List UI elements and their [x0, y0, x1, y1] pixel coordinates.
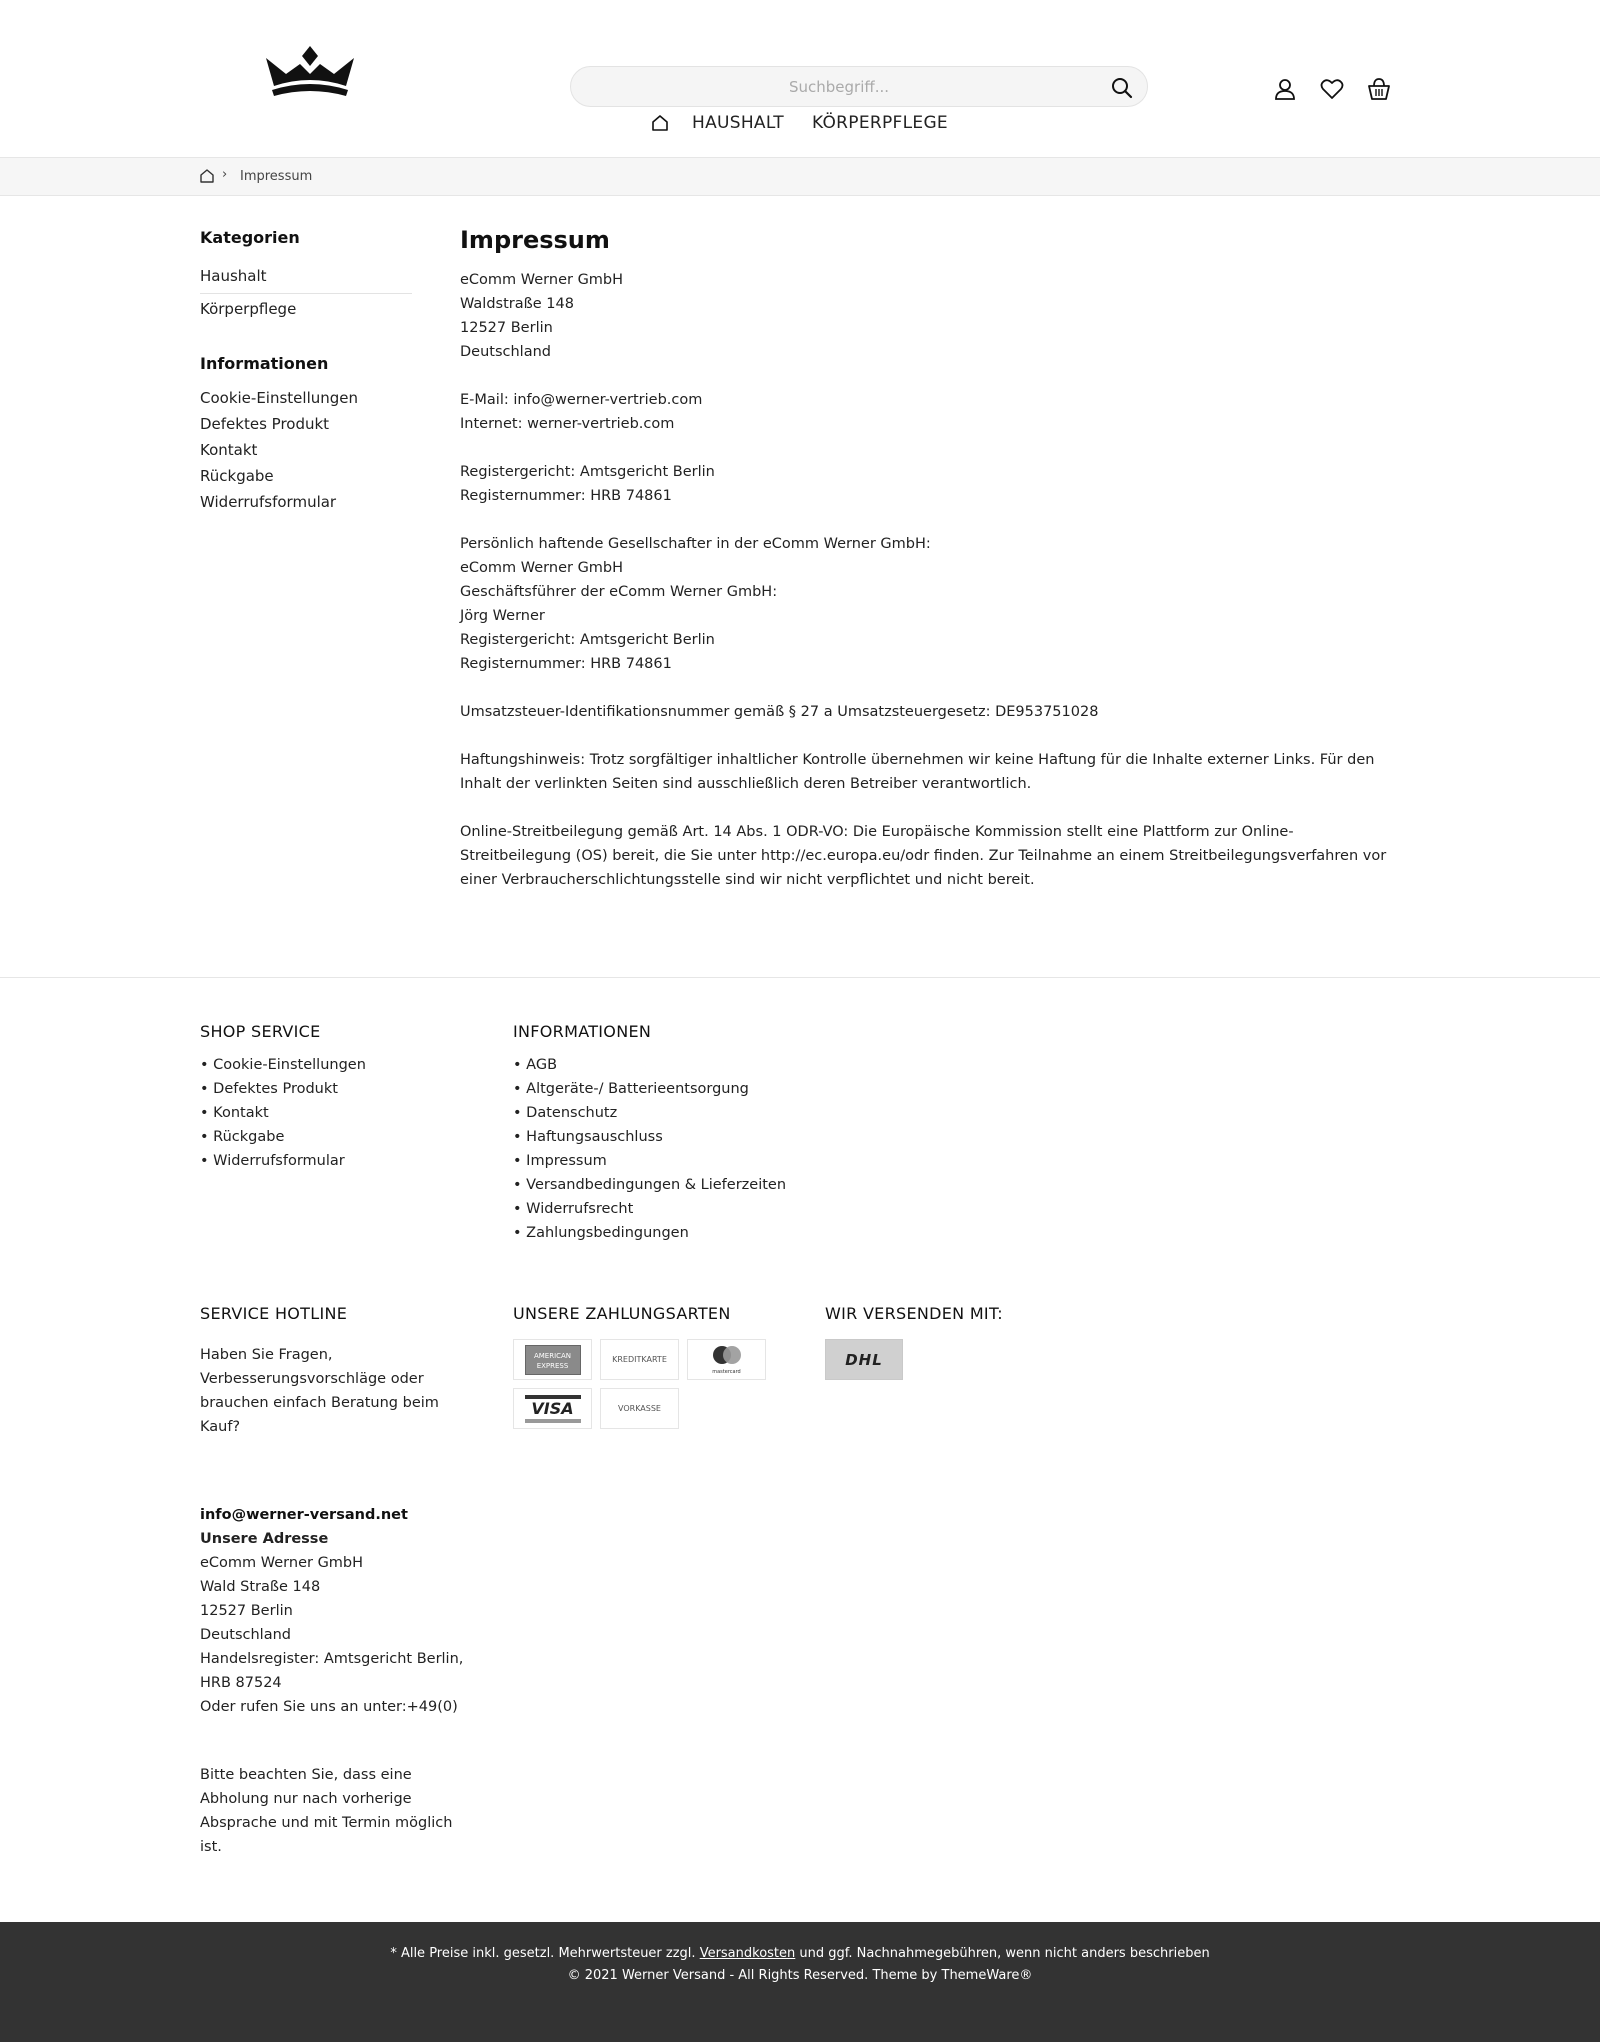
copyright: © 2021 Werner Versand - All Rights Reserved. Theme by ThemeWare®	[567, 1968, 1033, 1983]
footer-link-versand[interactable]: • Versandbedingungen & Lieferzeiten	[513, 1173, 786, 1197]
company-contact	[460, 388, 1400, 436]
price-notice-text: und ggf. Nachnahmegebühren, wenn nicht anders beschrieben	[799, 1946, 1210, 1961]
mastercard-icon	[709, 1345, 745, 1365]
hotline-email[interactable]: info@werner-versand.net	[200, 1507, 408, 1523]
footer-shop-service	[200, 1022, 366, 1173]
address-line: eComm Werner GmbH	[200, 1555, 364, 1571]
crown-logo[interactable]	[262, 44, 358, 98]
address-line: 12527 Berlin	[200, 1603, 293, 1619]
dhl-logo: DHL	[825, 1339, 903, 1380]
partner-line: Persönlich haftende Gesellschafter in der eComm Werner GmbH:	[460, 536, 931, 552]
sidebar-link-defekt[interactable]: Defektes Produkt	[200, 415, 330, 433]
footer-link-kontakt[interactable]: • Kontakt	[200, 1101, 366, 1125]
heart-icon[interactable]	[1319, 76, 1345, 102]
payment-logos	[513, 1339, 773, 1429]
address-line: eComm Werner GmbH	[460, 272, 624, 288]
breadcrumb-home-icon[interactable]	[199, 168, 215, 184]
search-input[interactable]	[571, 67, 1147, 106]
address-line: Deutschland	[460, 344, 551, 360]
footer-link-cookie[interactable]: • Cookie-Einstellungen	[200, 1053, 366, 1077]
vat-id: Umsatzsteuer-Identifikationsnummer gemäß § 27 a Umsatzsteuergesetz: DE953751028	[460, 704, 1099, 720]
partner-line: Registernummer: HRB 74861	[460, 656, 672, 672]
address-line: Oder rufen Sie uns an unter:+49(0)	[200, 1699, 458, 1715]
footer-link-agb[interactable]: • AGB	[513, 1053, 786, 1077]
contact-email: E-Mail: info@werner-vertrieb.com	[460, 392, 703, 408]
breadcrumb-separator: ›	[222, 167, 228, 182]
breadcrumb-current[interactable]: Impressum	[240, 169, 313, 184]
odr-notice: Online-Streitbeilegung gemäß Art. 14 Abs. 1 ODR-VO: Die Europäische Kommission stellt eine Plattform zur Online-Streitbeilegung (OS) bereit, die Sie unter http://ec.europa.eu/odr finden. Zur Teilnahme an einem Streitbeilegungsverfahren vor einer Verbraucherschlichtungsstelle sind wir nicht verpflichtet und nicht bereit.	[460, 824, 1387, 888]
register-line: Registergericht: Amtsgericht Berlin	[460, 464, 715, 480]
shipping-heading: WIR VERSENDEN MIT:	[825, 1304, 1003, 1323]
nav-koerperpflege[interactable]: KÖRPERPFLEGE	[811, 113, 948, 133]
page-title: Impressum	[460, 226, 610, 254]
versandkosten-link[interactable]: Versandkosten	[699, 1946, 796, 1961]
address-line: Handelsregister: Amtsgericht Berlin, HRB 87524	[200, 1651, 464, 1691]
contact-internet: Internet: werner-vertrieb.com	[460, 416, 675, 432]
footer-link-altgeraete[interactable]: • Altgeräte-/ Batterieentsorgung	[513, 1077, 786, 1101]
footer-shipping	[825, 1304, 1003, 1380]
footer-informationen	[513, 1022, 786, 1245]
mastercard-logo: mastercard	[687, 1339, 766, 1380]
footer-hotline	[200, 1304, 465, 1859]
footer-link-rueckgabe[interactable]: • Rückgabe	[200, 1125, 366, 1149]
footer-payment	[513, 1304, 773, 1429]
shop-service-heading: SHOP SERVICE	[200, 1022, 321, 1041]
register-line: Registernummer: HRB 74861	[460, 488, 672, 504]
company-partners	[460, 532, 1400, 676]
price-notice	[0, 1946, 1600, 1961]
informationen-heading: INFORMATIONEN	[513, 1022, 652, 1041]
hotline-contact	[200, 1503, 465, 1719]
main-nav	[650, 110, 976, 136]
footer-link-defekt[interactable]: • Defektes Produkt	[200, 1077, 366, 1101]
kreditkarte-logo: KREDITKARTE	[600, 1339, 679, 1380]
site-header	[0, 0, 1600, 158]
footer-link-zahlung[interactable]: • Zahlungsbedingungen	[513, 1221, 786, 1245]
footer-link-datenschutz[interactable]: • Datenschutz	[513, 1101, 786, 1125]
bottom-bar	[0, 1922, 1600, 2042]
sidebar-link-kontakt[interactable]: Kontakt	[200, 441, 258, 459]
footer-link-haftung[interactable]: • Haftungsauschluss	[513, 1125, 786, 1149]
footer-link-widerrufsformular[interactable]: • Widerrufsformular	[200, 1149, 366, 1173]
main-content	[460, 226, 1400, 916]
categories-heading: Kategorien	[200, 228, 300, 247]
partner-line: Jörg Werner	[460, 608, 545, 624]
visa-logo: VISA	[513, 1388, 592, 1429]
breadcrumb	[0, 158, 1600, 196]
address-line: Wald Straße 148	[200, 1579, 321, 1595]
sidebar-link-cookie[interactable]: Cookie-Einstellungen	[200, 389, 359, 407]
amex-logo: AMERICAN EXPRESS	[513, 1339, 592, 1380]
pickup-note: Bitte beachten Sie, dass eine Abholung nur nach vorherige Absprache und mit Termin möglich ist.	[200, 1767, 453, 1855]
sidebar-info	[200, 354, 412, 515]
sidebar-link-rueckgabe[interactable]: Rückgabe	[200, 467, 274, 485]
address-line: Deutschland	[200, 1627, 291, 1643]
partner-line: Geschäftsführer der eComm Werner GmbH:	[460, 584, 778, 600]
sidebar-category-koerperpflege[interactable]: Körperpflege	[200, 300, 297, 318]
partner-line: Registergericht: Amtsgericht Berlin	[460, 632, 715, 648]
address-line: Waldstraße 148	[460, 296, 574, 312]
footer-link-widerrufsrecht[interactable]: • Widerrufsrecht	[513, 1197, 786, 1221]
hotline-heading: SERVICE HOTLINE	[200, 1304, 348, 1323]
partner-line: eComm Werner GmbH	[460, 560, 624, 576]
nav-haushalt[interactable]: HAUSHALT	[692, 113, 784, 133]
price-notice-text: * Alle Preise inkl. gesetzl. Mehrwertsteuer zzgl.	[390, 1946, 696, 1961]
sidebar-link-widerruf[interactable]: Widerrufsformular	[200, 493, 337, 511]
payment-heading: UNSERE ZAHLUNGSARTEN	[513, 1304, 731, 1323]
company-register	[460, 460, 1400, 508]
search-icon[interactable]	[1111, 77, 1133, 99]
info-heading: Informationen	[200, 354, 329, 373]
address-line: 12527 Berlin	[460, 320, 553, 336]
site-footer	[0, 977, 1600, 1922]
home-icon[interactable]	[650, 113, 670, 133]
address-heading: Unsere Adresse	[200, 1531, 329, 1547]
search-bar[interactable]	[570, 66, 1148, 107]
sidebar	[200, 228, 412, 515]
vorkasse-logo: VORKASSE	[600, 1388, 679, 1429]
liability-notice: Haftungshinweis: Trotz sorgfältiger inhaltlicher Kontrolle übernehmen wir keine Haftung für die Inhalte externer Links. Für den Inhalt der verlinkten Seiten sind ausschließlich deren Betreiber verantwortlich.	[460, 752, 1375, 792]
user-icon[interactable]	[1272, 76, 1298, 102]
basket-icon[interactable]	[1366, 76, 1392, 102]
footer-link-impressum[interactable]: • Impressum	[513, 1149, 786, 1173]
sidebar-category-haushalt[interactable]: Haushalt	[200, 261, 412, 294]
company-address	[460, 268, 1400, 364]
hotline-intro: Haben Sie Fragen, Verbesserungsvorschläge oder brauchen einfach Beratung beim Kauf?	[200, 1347, 439, 1435]
